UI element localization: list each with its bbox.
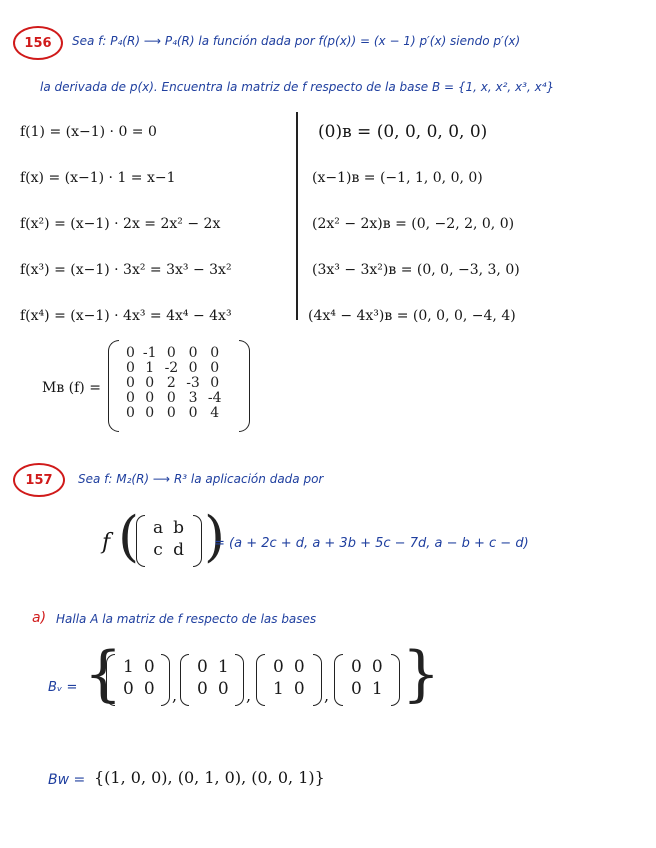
bv-cell: 0 (197, 679, 208, 699)
outer-paren-right: ) (204, 505, 226, 568)
bv-cell: 1 (123, 657, 134, 677)
problem-157-statement: Sea f: M₂(R) ⟶ R³ la aplicación dada por (78, 472, 324, 486)
matrix-label: Mʙ (f) = (42, 380, 101, 396)
bv-cell: 0 (293, 679, 305, 699)
bv-comma: , (246, 686, 252, 705)
matrix-cell: 0 (210, 345, 220, 361)
problem-156-statement-line2: la derivada de p(x). Encuentra la matriz de f respecto de la base B = {1, x, x², x³, x⁴} (40, 80, 555, 94)
bv-matrix-4 (334, 654, 400, 706)
bw-value: {(1, 0, 0), (0, 1, 0), (0, 0, 1)} (94, 768, 325, 787)
bv-brace-left: { (84, 639, 123, 709)
matrix-cell: 1 (145, 360, 155, 376)
matrix-cell: 0 (145, 390, 155, 406)
bv-matrix-4-left-bracket (334, 654, 343, 706)
matrix-right-bracket (239, 340, 250, 432)
matrix-cell: 0 (126, 345, 135, 361)
bv-matrix-3-left-bracket (256, 654, 265, 706)
bv-cell: 0 (217, 679, 229, 699)
matrix-cell: 0 (188, 345, 198, 361)
bv-cell: 0 (143, 657, 155, 677)
bv-cell: 0 (371, 657, 383, 677)
matrix-grid (122, 346, 225, 421)
left-equation-3: f(x²) = (x−1) · 2x = 2x² − 2x (20, 216, 221, 232)
bv-matrix-1-left-bracket (106, 654, 115, 706)
right-coordinates-5: (4x⁴ − 4x³)ʙ = (0, 0, 0, −4, 4) (308, 308, 516, 324)
argument-cell: a (153, 518, 164, 538)
matrix-cell: 0 (145, 375, 155, 391)
argument-cell: d (173, 540, 185, 560)
bv-matrix-2-right-bracket (235, 654, 244, 706)
matrix-cell: -1 (142, 345, 157, 361)
part-a-statement: Halla A la matriz de f respecto de las bases (56, 612, 317, 626)
part-a-label: a) (32, 610, 47, 626)
argument-matrix-grid (148, 517, 189, 561)
matrix-cell: 4 (210, 405, 220, 421)
matrix-row (122, 406, 225, 421)
bv-matrix-1-right-bracket (161, 654, 170, 706)
matrix-row (122, 391, 225, 406)
left-equation-4: f(x³) = (x−1) · 3x² = 3x³ − 3x² (20, 262, 232, 278)
bv-cell: 1 (371, 679, 383, 699)
bw-label: Bw = (48, 772, 86, 788)
bv-matrix-2 (180, 654, 244, 706)
bv-cell: 0 (197, 657, 208, 677)
column-divider (296, 112, 298, 320)
matrix-cell: 0 (145, 405, 155, 421)
left-equation-1: f(1) = (x−1) · 0 = 0 (20, 124, 157, 140)
matrix-cell: 0 (126, 390, 135, 406)
problem-156-statement-line1: Sea f: P₄(R) ⟶ P₄(R) la función dada por f(p(x)) = (x − 1) p′(x) siendo p′(x) (72, 34, 521, 48)
matrix-cell: 3 (188, 390, 198, 406)
right-coordinates-3: (2x² − 2x)ʙ = (0, −2, 2, 0, 0) (312, 216, 515, 232)
bv-cell: 0 (273, 657, 284, 677)
problem-number-156: 156 (13, 26, 63, 60)
argument-cell: c (153, 540, 163, 560)
left-equation-2: f(x) = (x−1) · 1 = x−1 (20, 170, 176, 186)
bv-cell: 0 (123, 679, 134, 699)
matrix-cell: -4 (207, 390, 222, 406)
function-result: = (a + 2c + d, a + 3b + 5c − 7d, a − b + c − d) (214, 536, 529, 551)
bv-matrix-3 (256, 654, 322, 706)
argument-matrix (136, 515, 202, 567)
bv-matrix-4-right-bracket (391, 654, 400, 706)
left-equation-5: f(x⁴) = (x−1) · 4x³ = 4x⁴ − 4x³ (20, 308, 232, 324)
bv-matrix-1 (106, 654, 170, 706)
function-symbol: f (102, 530, 111, 555)
bv-brace-right: } (402, 639, 441, 709)
bv-label: Bᵥ = (48, 680, 78, 695)
matrix-cell: -2 (164, 360, 179, 376)
argument-cell: b (173, 518, 185, 538)
bv-cell: 0 (351, 679, 362, 699)
bv-comma: , (172, 686, 178, 705)
matrix-left-bracket (108, 340, 119, 432)
matrix-cell: 0 (210, 360, 220, 376)
matrix-cell: 0 (126, 375, 135, 391)
argument-matrix-left-bracket (136, 515, 145, 567)
matrix-cell: -3 (186, 375, 200, 391)
matrix-cell: 0 (166, 390, 176, 406)
matrix-mb (108, 340, 250, 432)
matrix-cell: 0 (166, 345, 176, 361)
bv-cell: 0 (293, 657, 305, 677)
matrix-cell: 0 (210, 375, 220, 391)
matrix-row (122, 361, 225, 376)
bv-matrix-3-right-bracket (313, 654, 322, 706)
matrix-row (122, 346, 225, 361)
matrix-cell: 0 (188, 360, 198, 376)
matrix-row (122, 376, 225, 391)
right-coordinates-4: (3x³ − 3x²)ʙ = (0, 0, −3, 3, 0) (312, 262, 520, 278)
outer-paren-left: ( (118, 505, 140, 568)
argument-matrix-right-bracket (193, 515, 202, 567)
matrix-cell: 0 (126, 405, 135, 421)
matrix-cell: 0 (126, 360, 135, 376)
matrix-cell: 0 (188, 405, 198, 421)
bv-cell: 1 (273, 679, 284, 699)
problem-number-157: 157 (13, 463, 65, 497)
right-coordinates-1: (0)ʙ = (0, 0, 0, 0, 0) (318, 122, 488, 142)
bv-matrix-2-left-bracket (180, 654, 189, 706)
bv-cell: 0 (351, 657, 362, 677)
bv-cell: 1 (217, 657, 229, 677)
matrix-cell: 0 (166, 405, 176, 421)
right-coordinates-2: (x−1)ʙ = (−1, 1, 0, 0, 0) (312, 170, 483, 186)
matrix-cell: 2 (166, 375, 176, 391)
bv-cell: 0 (143, 679, 155, 699)
bv-comma: , (324, 686, 330, 705)
